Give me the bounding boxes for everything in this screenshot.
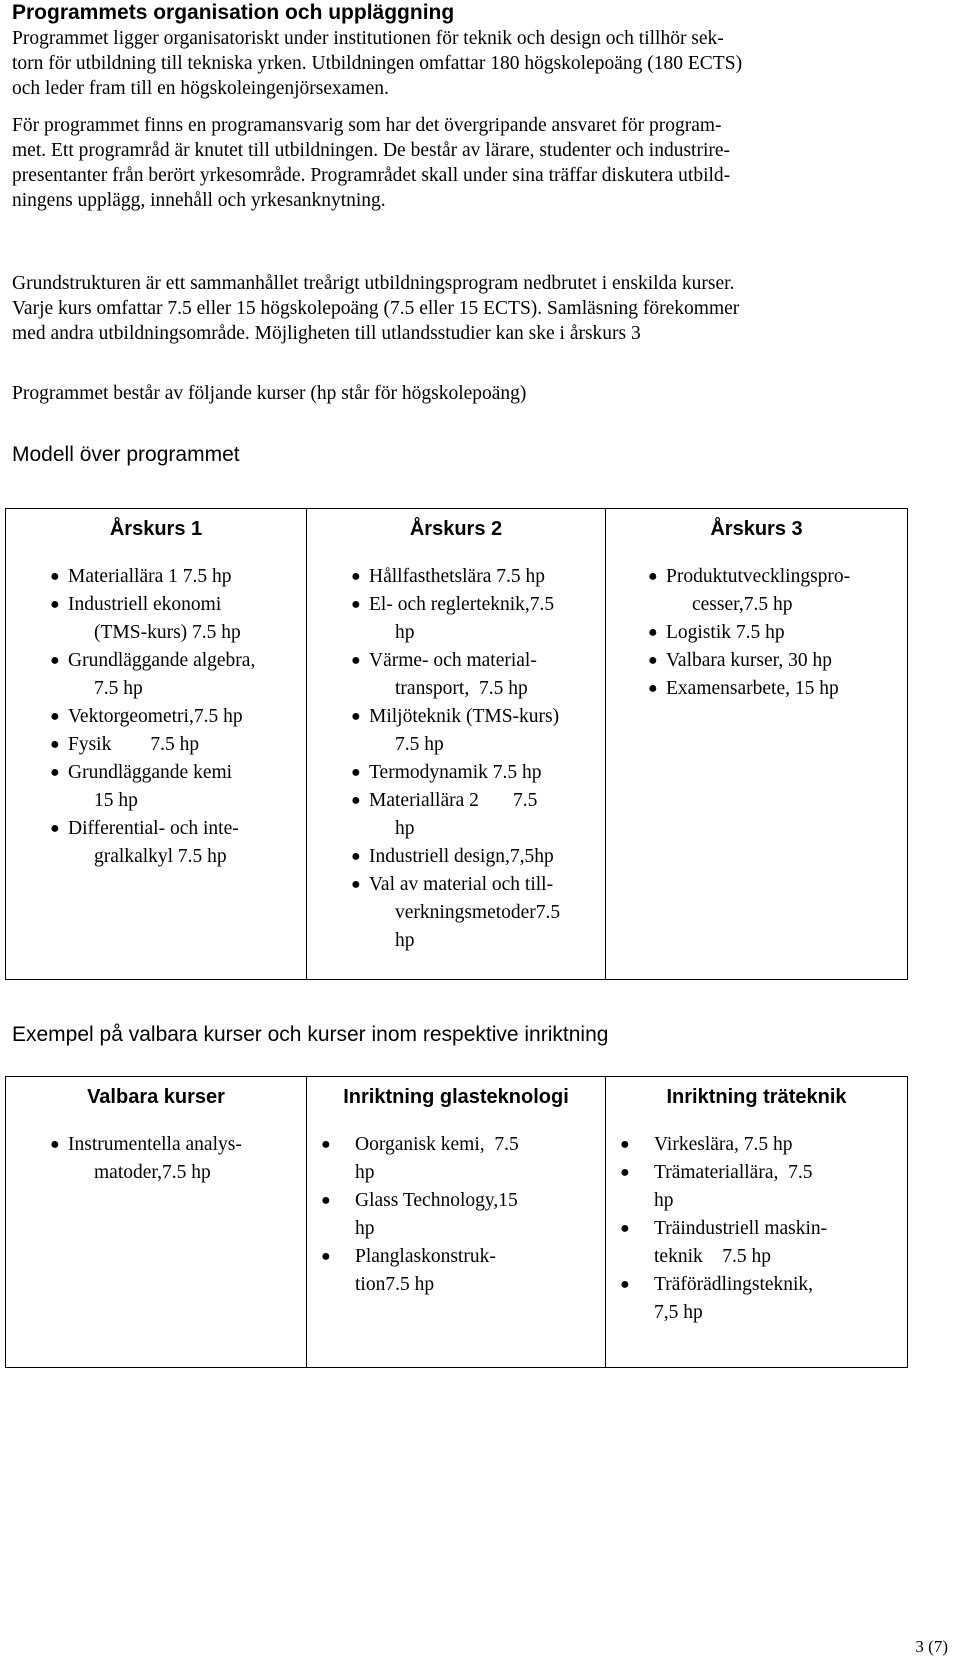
bullet-icon: ● xyxy=(50,652,60,669)
course-text: verkningsmetoder7.5 xyxy=(395,902,561,923)
column-heading: Inriktning träteknik xyxy=(666,1086,847,1108)
column-heading: Valbara kurser xyxy=(87,1086,225,1108)
course-text: (TMS-kurs) 7.5 hp xyxy=(94,622,241,643)
course-text: 15 hp xyxy=(94,790,138,811)
course-item xyxy=(50,647,306,703)
course-text: Materiallära 2 7.5 xyxy=(369,790,538,811)
course-text: Instrumentella analys- xyxy=(68,1134,242,1155)
course-item xyxy=(351,759,605,787)
course-text: Val av material och till- xyxy=(369,874,554,895)
course-text: tion7.5 hp xyxy=(355,1274,435,1295)
course-text: Grundläggande kemi xyxy=(68,762,233,783)
course-item xyxy=(50,703,306,731)
examples-title: Exempel på valbara kurser och kurser inom respektive inriktning xyxy=(12,1023,609,1046)
course-text: hp xyxy=(395,622,415,643)
course-item xyxy=(50,563,306,591)
bullet-icon: ● xyxy=(351,652,361,669)
course-list xyxy=(351,563,605,955)
course-text: Vektorgeometri,7.5 hp xyxy=(68,706,243,727)
page-number: 3 (7) xyxy=(915,1637,948,1656)
paragraph-organisation xyxy=(12,26,742,101)
course-item xyxy=(50,1131,306,1187)
course-list xyxy=(50,1131,306,1187)
course-text: matoder,7.5 hp xyxy=(94,1162,211,1183)
course-text: Industriell design,7,5hp xyxy=(369,846,554,867)
bullet-icon: ● xyxy=(321,1192,331,1209)
text-line: Programmet består av följande kurser (hp står för högskolepoäng) xyxy=(12,383,527,404)
bullet-icon: ● xyxy=(50,820,60,837)
course-list xyxy=(618,1131,907,1327)
course-text: Industriell ekonomi xyxy=(68,594,222,615)
course-text: Trämateriallära, 7.5 xyxy=(654,1162,813,1183)
text-line: Grundstrukturen är ett sammanhållet treårigt utbildningsprogram nedbrutet i enskilda kurser. xyxy=(12,273,735,294)
course-item xyxy=(351,843,605,871)
model-title: Modell över programmet xyxy=(12,443,240,466)
bullet-icon: ● xyxy=(351,876,361,893)
column-heading: Årskurs 3 xyxy=(710,518,803,540)
text-line: torn för utbildning till tekniska yrken. Utbildningen omfattar 180 högskolepoäng (180 ECTS) xyxy=(12,53,743,74)
course-item xyxy=(618,1271,907,1327)
bullet-icon: ● xyxy=(648,680,658,697)
valbara-kurser-cell xyxy=(6,1077,307,1368)
course-item xyxy=(618,1131,907,1159)
course-item xyxy=(50,759,306,815)
course-text: Träförädlingsteknik, xyxy=(654,1274,814,1295)
section-heading: Programmets organisation och uppläggning xyxy=(12,1,455,24)
course-list xyxy=(50,563,306,871)
course-text: Fysik 7.5 hp xyxy=(68,734,200,755)
course-text: gralkalkyl 7.5 hp xyxy=(94,846,227,867)
text-line: Varje kurs omfattar 7.5 eller 15 högskolepoäng (7.5 eller 15 ECTS). Samläsning förekommer xyxy=(12,298,740,319)
course-text: Logistik 7.5 hp xyxy=(666,622,785,643)
text-line: met. Ett programråd är knutet till utbildningen. De består av lärare, studenter och industrire- xyxy=(12,140,731,161)
text-line: Programmet ligger organisatoriskt under institutionen för teknik och design och tillhör sek- xyxy=(12,28,724,49)
course-item xyxy=(50,731,306,759)
bullet-icon: ● xyxy=(50,764,60,781)
examples-table xyxy=(5,1076,908,1368)
course-item xyxy=(648,563,907,619)
course-text: hp xyxy=(355,1162,375,1183)
course-list xyxy=(648,563,907,703)
course-text: 7.5 hp xyxy=(94,678,143,699)
column-heading: Inriktning glasteknologi xyxy=(343,1086,569,1108)
course-item xyxy=(648,619,907,647)
course-text: Oorganisk kemi, 7.5 xyxy=(355,1134,519,1155)
course-text: Materiallära 1 7.5 hp xyxy=(68,566,232,587)
column-heading: Årskurs 1 xyxy=(109,518,203,540)
course-item xyxy=(319,1131,605,1187)
course-item xyxy=(50,815,306,871)
arskurs-3-cell xyxy=(606,509,908,980)
course-item xyxy=(319,1243,605,1299)
text-line: och leder fram till en högskoleingenjörsexamen. xyxy=(12,78,389,99)
course-text: Glass Technology,15 xyxy=(355,1190,518,1211)
paragraph-grundstruktur xyxy=(12,271,739,346)
course-text: Miljöteknik (TMS-kurs) xyxy=(369,706,560,727)
course-text: cesser,7.5 hp xyxy=(692,594,793,615)
bullet-icon: ● xyxy=(351,596,361,613)
text-line: presentanter från berört yrkesområde. Programrådet skall under sina träffar diskutera utbild- xyxy=(12,165,731,186)
course-list xyxy=(319,1131,605,1299)
course-text: Valbara kurser, 30 hp xyxy=(666,650,832,671)
bullet-icon: ● xyxy=(351,764,361,781)
bullet-icon: ● xyxy=(620,1136,630,1153)
bullet-icon: ● xyxy=(351,708,361,725)
bullet-icon: ● xyxy=(351,792,361,809)
course-text: hp xyxy=(654,1190,674,1211)
course-text: hp xyxy=(355,1218,375,1239)
course-item xyxy=(618,1215,907,1271)
bullet-icon: ● xyxy=(50,568,60,585)
course-item xyxy=(351,703,605,759)
program-model-table xyxy=(5,508,908,980)
course-item xyxy=(319,1187,605,1243)
course-item xyxy=(351,591,605,647)
course-text: Examensarbete, 15 hp xyxy=(666,678,839,699)
course-text: hp xyxy=(395,930,415,951)
course-text: Grundläggande algebra, xyxy=(68,650,256,671)
course-text: hp xyxy=(395,818,415,839)
glasteknologi-cell xyxy=(307,1077,606,1368)
course-text: Virkeslära, 7.5 hp xyxy=(654,1134,793,1155)
paragraph-kurser-intro xyxy=(12,381,526,406)
course-text: teknik 7.5 hp xyxy=(654,1246,771,1267)
course-item xyxy=(351,647,605,703)
bullet-icon: ● xyxy=(620,1164,630,1181)
bullet-icon: ● xyxy=(321,1248,331,1265)
course-item xyxy=(351,787,605,843)
course-text: 7.5 hp xyxy=(395,734,444,755)
course-text: Värme- och material- xyxy=(369,650,537,671)
bullet-icon: ● xyxy=(50,708,60,725)
bullet-icon: ● xyxy=(351,568,361,585)
bullet-icon: ● xyxy=(620,1276,630,1293)
text-line: ningens upplägg, innehåll och yrkesanknytning. xyxy=(12,190,386,211)
course-text: Termodynamik 7.5 hp xyxy=(369,762,542,783)
column-heading: Årskurs 2 xyxy=(409,518,503,540)
course-item xyxy=(351,563,605,591)
trateknik-cell xyxy=(606,1077,908,1368)
bullet-icon: ● xyxy=(648,568,658,585)
bullet-icon: ● xyxy=(50,596,60,613)
course-text: Hållfasthetslära 7.5 hp xyxy=(369,566,545,587)
bullet-icon: ● xyxy=(50,1136,60,1153)
course-text: El- och reglerteknik,7.5 xyxy=(369,594,555,615)
course-text: Träindustriell maskin- xyxy=(654,1218,828,1239)
bullet-icon: ● xyxy=(321,1136,331,1153)
course-text: 7,5 hp xyxy=(654,1302,703,1323)
bullet-icon: ● xyxy=(50,736,60,753)
course-item xyxy=(351,871,605,955)
course-item xyxy=(648,675,907,703)
course-item xyxy=(618,1159,907,1215)
arskurs-1-cell xyxy=(6,509,307,980)
course-item xyxy=(50,591,306,647)
paragraph-programansvar xyxy=(12,113,730,213)
course-text: transport, 7.5 hp xyxy=(395,678,528,699)
bullet-icon: ● xyxy=(648,652,658,669)
bullet-icon: ● xyxy=(648,624,658,641)
course-item xyxy=(648,647,907,675)
course-text: Produktutvecklingspro- xyxy=(666,566,851,587)
bullet-icon: ● xyxy=(620,1220,630,1237)
course-text: Planglaskonstruk- xyxy=(355,1246,496,1267)
course-text: Differential- och inte- xyxy=(68,818,239,839)
arskurs-2-cell xyxy=(307,509,606,980)
text-line: För programmet finns en programansvarig som har det övergripande ansvaret för program- xyxy=(12,115,722,136)
text-line: med andra utbildningsområde. Möjligheten till utlandsstudier kan ske i årskurs 3 xyxy=(12,323,641,344)
bullet-icon: ● xyxy=(351,848,361,865)
